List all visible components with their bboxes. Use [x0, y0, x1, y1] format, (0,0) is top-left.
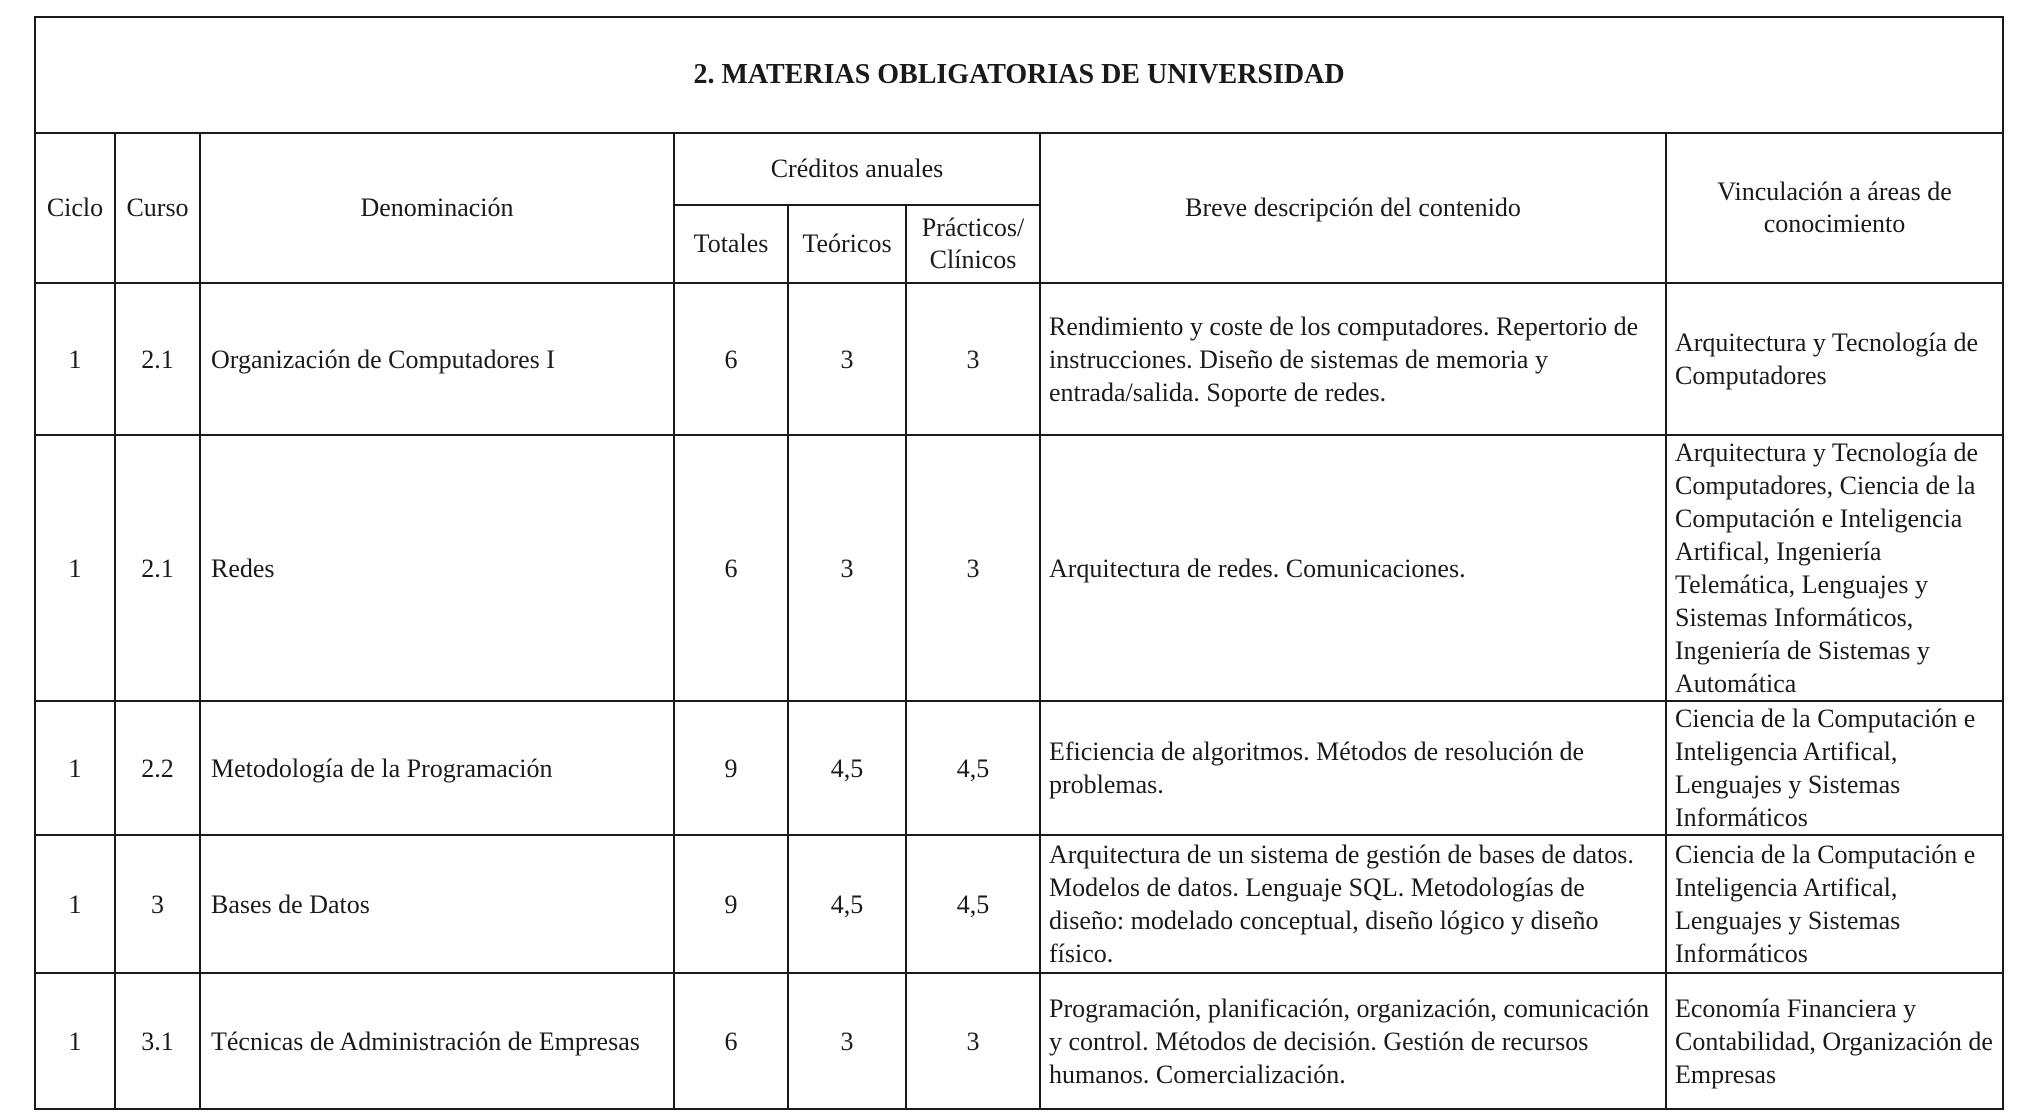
subjects-table: [34, 16, 2004, 1110]
cell-ciclo: 1: [35, 701, 115, 835]
cell-practicos: 3: [906, 973, 1040, 1109]
cell-curso: 2.2: [115, 701, 200, 835]
cell-vinculacion: Arquitectura y Tecnología de Computadores, Ciencia de la Computación e Inteligencia Artifical, Ingeniería Telemática, Lenguajes y Sistemas Informáticos, Ingeniería de Sistemas y Automática: [1666, 435, 2003, 701]
header-teoricos: Teóricos: [788, 205, 906, 283]
cell-curso: 3.1: [115, 973, 200, 1109]
cell-totales: 9: [674, 835, 788, 973]
cell-descripcion: Programación, planificación, organización, comunicación y control. Métodos de decisión. Gestión de recursos humanos. Comercialización.: [1040, 973, 1666, 1109]
header-ciclo: Ciclo: [35, 133, 115, 283]
cell-teoricos: 3: [788, 435, 906, 701]
cell-totales: 9: [674, 701, 788, 835]
cell-totales: 6: [674, 435, 788, 701]
cell-descripcion: Arquitectura de redes. Comunicaciones.: [1040, 435, 1666, 701]
cell-ciclo: 1: [35, 435, 115, 701]
cell-descripcion: Rendimiento y coste de los computadores. Repertorio de instrucciones. Diseño de sistemas de memoria y entrada/salida. Soporte de redes.: [1040, 283, 1666, 435]
cell-ciclo: 1: [35, 973, 115, 1109]
header-descripcion: Breve descripción del contenido: [1040, 133, 1666, 283]
cell-ciclo: 1: [35, 283, 115, 435]
document-page: [34, 16, 2002, 1110]
cell-denominacion: Organización de Computadores I: [200, 283, 674, 435]
cell-vinculacion: Arquitectura y Tecnología de Computadores: [1666, 283, 2003, 435]
cell-teoricos: 3: [788, 283, 906, 435]
table-row: [35, 835, 2003, 973]
cell-curso: 3: [115, 835, 200, 973]
header-curso: Curso: [115, 133, 200, 283]
cell-totales: 6: [674, 283, 788, 435]
table-row: [35, 435, 2003, 701]
cell-descripcion: Eficiencia de algoritmos. Métodos de resolución de problemas.: [1040, 701, 1666, 835]
cell-practicos: 3: [906, 435, 1040, 701]
header-totales: Totales: [674, 205, 788, 283]
cell-curso: 2.1: [115, 283, 200, 435]
cell-practicos: 4,5: [906, 701, 1040, 835]
cell-vinculacion: Ciencia de la Computación e Inteligencia Artifical, Lenguajes y Sistemas Informáticos: [1666, 835, 2003, 973]
cell-denominacion: Técnicas de Administración de Empresas: [200, 973, 674, 1109]
cell-teoricos: 4,5: [788, 701, 906, 835]
cell-denominacion: Bases de Datos: [200, 835, 674, 973]
cell-teoricos: 3: [788, 973, 906, 1109]
cell-teoricos: 4,5: [788, 835, 906, 973]
header-creditos: Créditos anuales: [674, 133, 1040, 205]
cell-vinculacion: Economía Financiera y Contabilidad, Organización de Empresas: [1666, 973, 2003, 1109]
cell-curso: 2.1: [115, 435, 200, 701]
cell-denominacion: Redes: [200, 435, 674, 701]
table-row: [35, 973, 2003, 1109]
cell-denominacion: Metodología de la Programación: [200, 701, 674, 835]
cell-practicos: 4,5: [906, 835, 1040, 973]
table-row: [35, 283, 2003, 435]
table-title: 2. MATERIAS OBLIGATORIAS DE UNIVERSIDAD: [35, 17, 2003, 133]
cell-ciclo: 1: [35, 835, 115, 973]
cell-descripcion: Arquitectura de un sistema de gestión de bases de datos. Modelos de datos. Lenguaje SQL. Metodologías de diseño: modelado conceptual, diseño lógico y diseño físico.: [1040, 835, 1666, 973]
cell-totales: 6: [674, 973, 788, 1109]
cell-vinculacion: Ciencia de la Computación e Inteligencia Artifical, Lenguajes y Sistemas Informáticos: [1666, 701, 2003, 835]
header-denominacion: Denominación: [200, 133, 674, 283]
header-practicos: Prácticos/ Clínicos: [906, 205, 1040, 283]
table-row: [35, 701, 2003, 835]
cell-practicos: 3: [906, 283, 1040, 435]
header-vinculacion: Vinculación a áreas de conocimiento: [1666, 133, 2003, 283]
